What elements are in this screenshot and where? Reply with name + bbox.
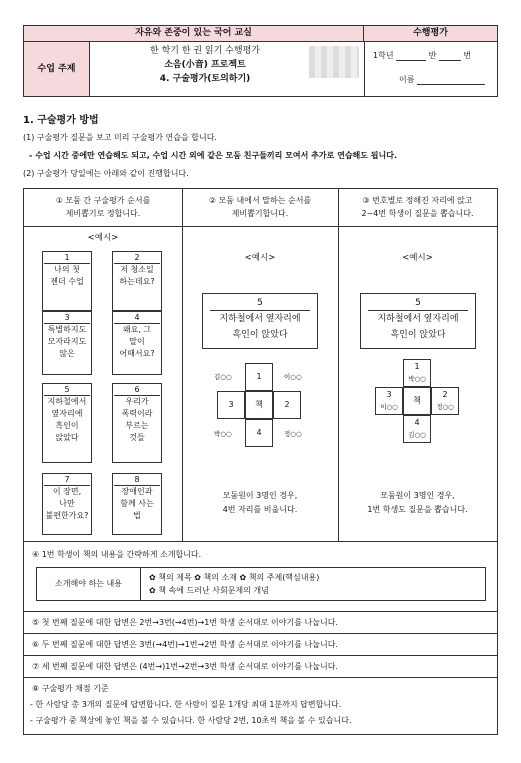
step-7: ⑦ 세 번째 질문에 대한 답변은 (4번→)1번→2번→3번 학생 순서대로 이야기를 나눕니다. bbox=[32, 662, 338, 671]
book-card bbox=[42, 251, 92, 311]
instruction-2: (2) 구술평가 당일에는 아래와 같이 진행합니다. bbox=[23, 169, 189, 178]
card-text: 모자라지도 bbox=[47, 337, 87, 346]
card-text: 법 bbox=[133, 511, 141, 520]
topic-text: 흑인이 앉았다 bbox=[232, 330, 288, 340]
topic-number: 5 bbox=[368, 296, 468, 311]
seat-2: 2 bbox=[273, 391, 301, 419]
topic-text: 지하철에서 옆자리에 bbox=[377, 314, 459, 324]
row-divider bbox=[24, 677, 497, 678]
topic-text: 흑인이 앉았다 bbox=[390, 330, 446, 340]
topic-card bbox=[360, 293, 476, 349]
note-line: 모둠원이 3명인 경우, bbox=[222, 491, 298, 500]
card-text: 않은 bbox=[59, 349, 75, 358]
row-divider bbox=[24, 611, 497, 612]
example-label: <예시> bbox=[402, 253, 433, 263]
topic-text: 지하철에서 옆자리에 bbox=[219, 314, 301, 324]
step-3-line-2: 2~4번 학생이 질문을 뽑습니다. bbox=[361, 209, 474, 218]
class-text: 반 bbox=[428, 51, 437, 60]
step-6: ⑥ 두 번째 질문에 대한 답변은 3번(→4번)→1번→2번 학생 순서대로 이야기를 나눕니다. bbox=[32, 640, 338, 649]
book-card bbox=[112, 251, 162, 311]
card-text: 함께 사는 bbox=[120, 499, 154, 508]
card-number: 5 bbox=[44, 384, 90, 396]
step-8-title: ⑧ 구술평가 채점 기준 bbox=[32, 684, 109, 693]
seat-1 bbox=[403, 359, 431, 387]
step-5: ⑤ 첫 번째 질문에 대한 답변은 2번→3번(→4번)→1번 학생 순서대로 이야기를 나눕니다. bbox=[32, 618, 338, 627]
row-divider bbox=[24, 541, 497, 542]
student-name: 김○○ bbox=[214, 373, 232, 381]
student-name: 정○○ bbox=[284, 430, 302, 438]
step-8-line-2: - 구술평가 중 책상에 놓인 책을 볼 수 있습니다. 한 사람당 2번, 10초씩 책을 볼 수 있습니다. bbox=[30, 716, 352, 725]
grade-text: 1학년 bbox=[373, 51, 394, 60]
card-number: 2 bbox=[114, 252, 160, 264]
card-text: 왜요, 그 bbox=[122, 325, 152, 334]
book-center: 책 bbox=[403, 387, 431, 415]
note-line: 1번 학생도 질문을 뽑습니다. bbox=[367, 505, 468, 514]
seat-number: 4 bbox=[414, 418, 420, 427]
seat-2 bbox=[431, 387, 459, 415]
intro-content-box bbox=[36, 567, 486, 601]
card-text: 흑인이 bbox=[55, 421, 79, 430]
step-2-line-1: ② 모둠 내에서 말하는 순서를 bbox=[208, 196, 312, 205]
assessment-label: 수행평가 bbox=[364, 26, 497, 42]
topic-card bbox=[202, 293, 318, 349]
card-number: 3 bbox=[44, 312, 90, 324]
seat-3: 3 bbox=[217, 391, 245, 419]
example-label: <예시> bbox=[244, 253, 276, 263]
card-number: 8 bbox=[114, 474, 160, 486]
topic-number: 5 bbox=[210, 296, 310, 311]
name-blank[interactable] bbox=[417, 76, 485, 85]
seat-number: 3 bbox=[386, 390, 392, 399]
card-number: 4 bbox=[114, 312, 160, 324]
seat-number: 2 bbox=[442, 390, 448, 399]
book-card bbox=[42, 473, 92, 535]
book-card bbox=[112, 473, 162, 535]
seat-4: 4 bbox=[245, 419, 273, 447]
card-text: 특별하지도 bbox=[47, 325, 87, 334]
card-text: 장애인과 bbox=[121, 487, 153, 496]
name-row bbox=[399, 74, 485, 85]
book-card bbox=[42, 311, 92, 375]
student-name: 김○○ bbox=[408, 431, 426, 439]
card-text: 불편한가요? bbox=[45, 511, 89, 520]
card-text: 폭력이라 bbox=[121, 409, 153, 418]
intro-items bbox=[149, 571, 319, 597]
step-3-header bbox=[338, 189, 497, 227]
student-name: 이○○ bbox=[380, 403, 398, 411]
note-line: 4번 자리를 비웁니다. bbox=[222, 505, 298, 514]
card-number: 6 bbox=[114, 384, 160, 396]
seat-4 bbox=[403, 415, 431, 443]
card-text: 지하철에서 bbox=[47, 397, 87, 406]
student-name: 이○○ bbox=[284, 373, 302, 381]
intro-item: ✿ 책 속에 드러난 사회문제의 개념 bbox=[149, 586, 269, 595]
class-blank[interactable] bbox=[396, 52, 426, 61]
step-4: ④ 1번 학생이 책의 내용을 간략하게 소개합니다. bbox=[32, 550, 202, 559]
card-text: 나만 bbox=[59, 499, 75, 508]
class-title: 자유와 존중이 있는 국어 교실 bbox=[24, 26, 364, 42]
note-line: 모둠원이 3명인 경우, bbox=[380, 491, 455, 500]
book-center: 책 bbox=[245, 391, 273, 419]
card-text: 옆자리에 bbox=[51, 409, 83, 418]
step-2-line-2: 제비뽑기합니다. bbox=[231, 209, 289, 218]
card-text: 부르는 bbox=[125, 421, 149, 430]
card-text: 우리가 bbox=[125, 397, 149, 406]
method-table bbox=[23, 188, 498, 735]
card-text: 어때서요? bbox=[119, 349, 155, 358]
step-2-note bbox=[182, 489, 338, 517]
step-8-line-1: - 한 사람당 총 3개의 질문에 답변합니다. 한 사람이 질문 1개당 최대 1분까지 답변합니다. bbox=[30, 700, 342, 709]
card-text: 저 청소일 bbox=[120, 265, 154, 274]
step-1-header bbox=[24, 189, 182, 227]
intro-item: ✿ 책의 제목 ✿ 책의 소재 ✿ 책의 주제(핵심내용) bbox=[149, 573, 320, 582]
card-text: 나의 첫 bbox=[54, 265, 80, 274]
card-text: 젠더 수업 bbox=[50, 277, 84, 286]
student-info bbox=[364, 42, 497, 96]
seat-3 bbox=[375, 387, 403, 415]
instruction-1-note: - 수업 시간 중에만 연습해도 되고, 수업 시간 외에 같은 모둠 친구들끼리 모여서 추가로 연습해도 됩니다. bbox=[29, 151, 398, 160]
header-table bbox=[23, 25, 498, 97]
card-text: 이 장면, bbox=[52, 487, 82, 496]
subject-label: 수업 주제 bbox=[24, 42, 90, 96]
section-title: 1. 구술평가 방법 bbox=[23, 115, 99, 126]
title-line-1: 한 학기 한 권 읽기 수행평가 bbox=[150, 46, 260, 56]
student-name: 박○○ bbox=[214, 430, 232, 438]
title-line-2: 소음(小音) 프로젝트 bbox=[164, 60, 246, 70]
row-divider bbox=[24, 655, 497, 656]
step-3-note bbox=[338, 489, 497, 517]
card-text: 앉았다 bbox=[55, 433, 79, 442]
step-1-line-1: ① 모둠 간 구술평가 순서를 bbox=[55, 196, 151, 205]
name-label: 이름 bbox=[399, 75, 415, 84]
student-name: 정○○ bbox=[436, 403, 454, 411]
redacted-image bbox=[309, 46, 359, 78]
book-card bbox=[112, 311, 162, 375]
book-card bbox=[42, 383, 92, 463]
title-line-3: 4. 구술평가(토의하기) bbox=[159, 74, 251, 84]
card-number: 1 bbox=[44, 252, 90, 264]
card-number: 7 bbox=[44, 474, 90, 486]
book-card bbox=[112, 383, 162, 463]
card-text: 것들 bbox=[129, 433, 145, 442]
step-2-header bbox=[182, 189, 338, 227]
instruction-1: (1) 구술평가 질문을 보고 미리 구술평가 연습을 합니다. bbox=[23, 133, 217, 142]
intro-label: 소개해야 하는 내용 bbox=[37, 568, 141, 600]
class-number-row bbox=[373, 50, 471, 61]
row-divider bbox=[24, 633, 497, 634]
card-text: 말이 bbox=[129, 337, 145, 346]
number-blank[interactable] bbox=[439, 52, 461, 61]
seat-number: 1 bbox=[414, 362, 420, 371]
step-3-line-1: ③ 번호별로 정해진 자리에 앉고 bbox=[362, 196, 473, 205]
example-label: <예시> bbox=[87, 233, 119, 243]
card-text: 하는데요? bbox=[119, 277, 155, 286]
seat-1: 1 bbox=[245, 363, 273, 391]
student-name: 박○○ bbox=[408, 375, 426, 383]
lesson-title bbox=[90, 44, 320, 86]
number-text: 번 bbox=[463, 51, 472, 60]
step-1-line-2: 제비뽑기로 정합니다. bbox=[65, 209, 141, 218]
